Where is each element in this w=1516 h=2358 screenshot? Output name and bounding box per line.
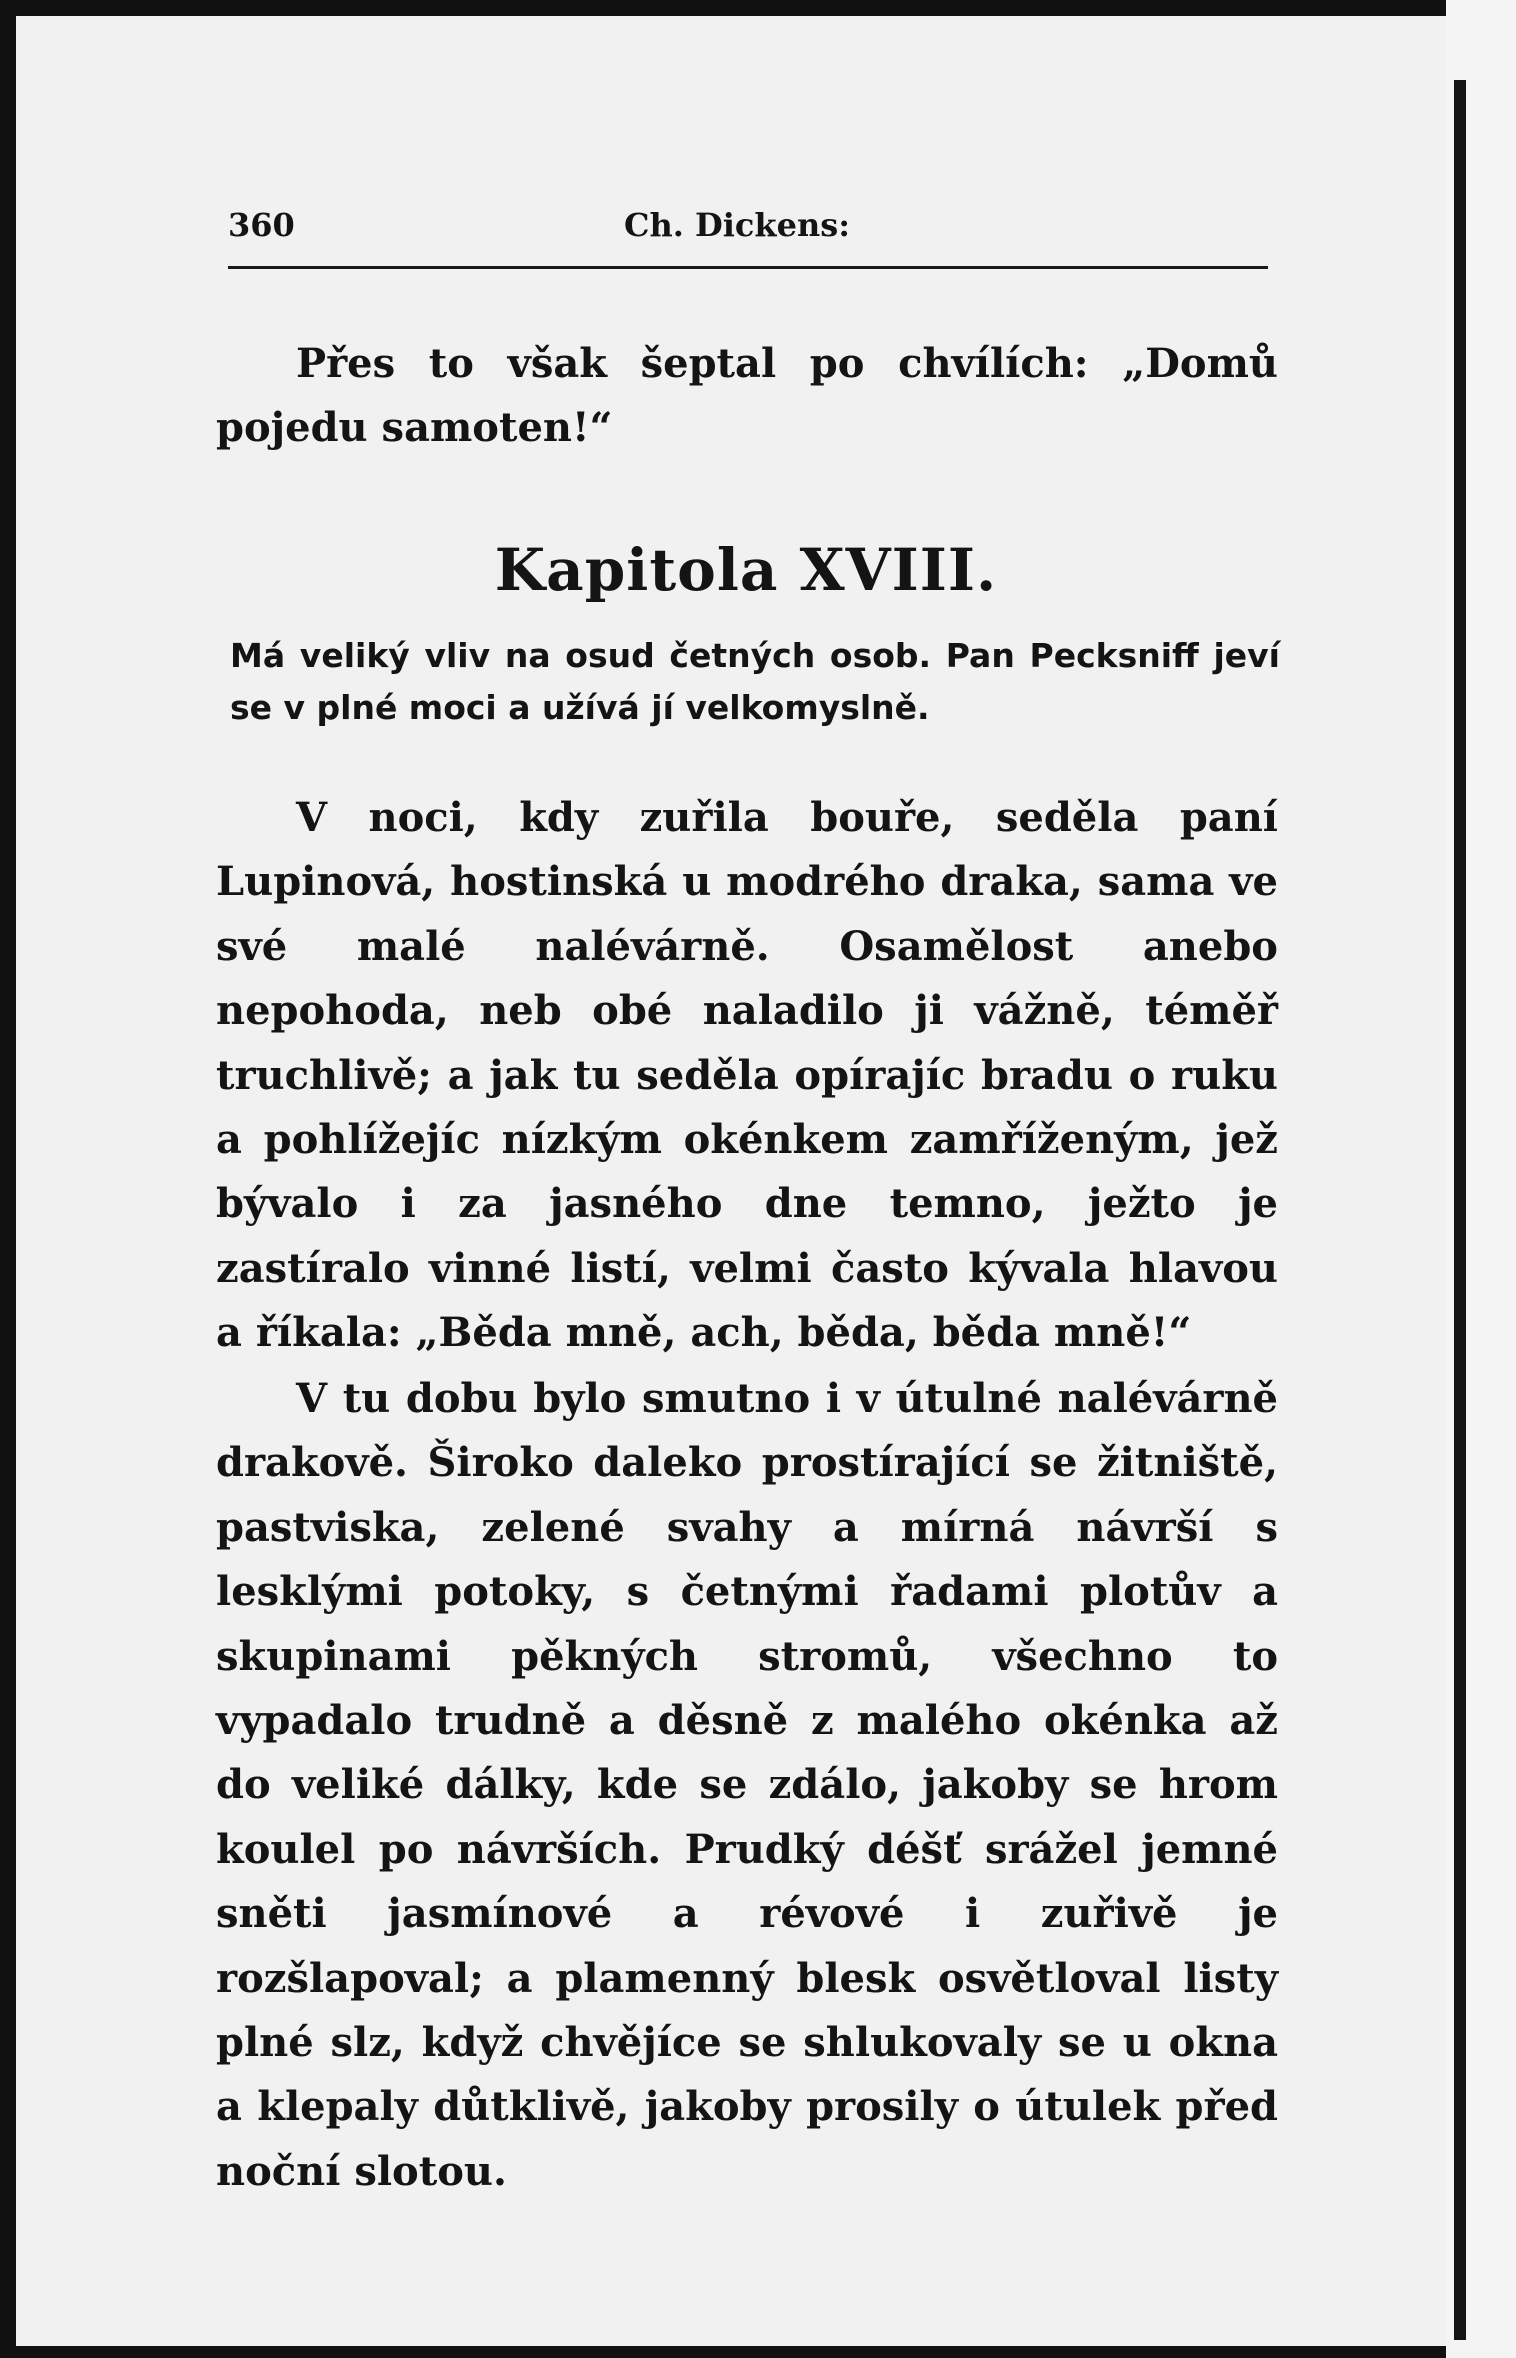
body-paragraph: V tu dobu bylo smutno i v útulné nalévárně drakově. Široko daleko prostírající se žitniště, pastviska, zelené svahy a mírná návrší s lesklými potoky, s četnými řadami plotův a skupinami pěkných stromů, všechno to vypadalo trudně a děsně z malého okénka až do veliké dálky, kde se zdálo, jakoby se hrom koulel po návrších. Prudký déšť srážel jemné sněti jasmínové a révové i zuřivě je rozšlapoval; a plamenný blesk osvětloval listy plné slz, když chvějíce se shlukovaly se u okna a klepaly důtklivě, jakoby prosily o útulek před noční slotou. [216,1375,1278,2195]
chapter-summary: Má veliký vliv na osud četných osob. Pan Pecksniff jeví se v plné moci a užívá jí velkomyslně. [230,636,1280,727]
adjacent-page-edge [1446,0,1516,2358]
opening-paragraph: Přes to však šeptal po chvílích: „Domů pojedu samoten!“ [216,340,1278,452]
body-paragraph: V noci, kdy zuřila bouře, seděla paní Lupinová, hostinská u modrého draka, sama ve své malé nalévárně. Osamělost anebo nepohoda, neb obé naladilo ji vážně, téměř truchlivě; a jak tu seděla opírajíc bradu o ruku a pohlížejíc nízkým okénkem zamříženým, jež bývalo i za jasného dne temno, ježto je zastíralo vinné listí, velmi často kývala hlavou a říkala: „Běda mně, ach, běda, běda mně!“ [216,794,1278,1357]
chapter-title: Kapitola XVIII. [494,536,998,604]
binding-shadow [1454,80,1466,2340]
header-rule [228,266,1268,269]
page-paper [16,16,1446,2346]
running-title: Ch. Dickens: [624,206,851,244]
page-number: 360 [228,206,295,244]
running-head [216,206,1266,256]
